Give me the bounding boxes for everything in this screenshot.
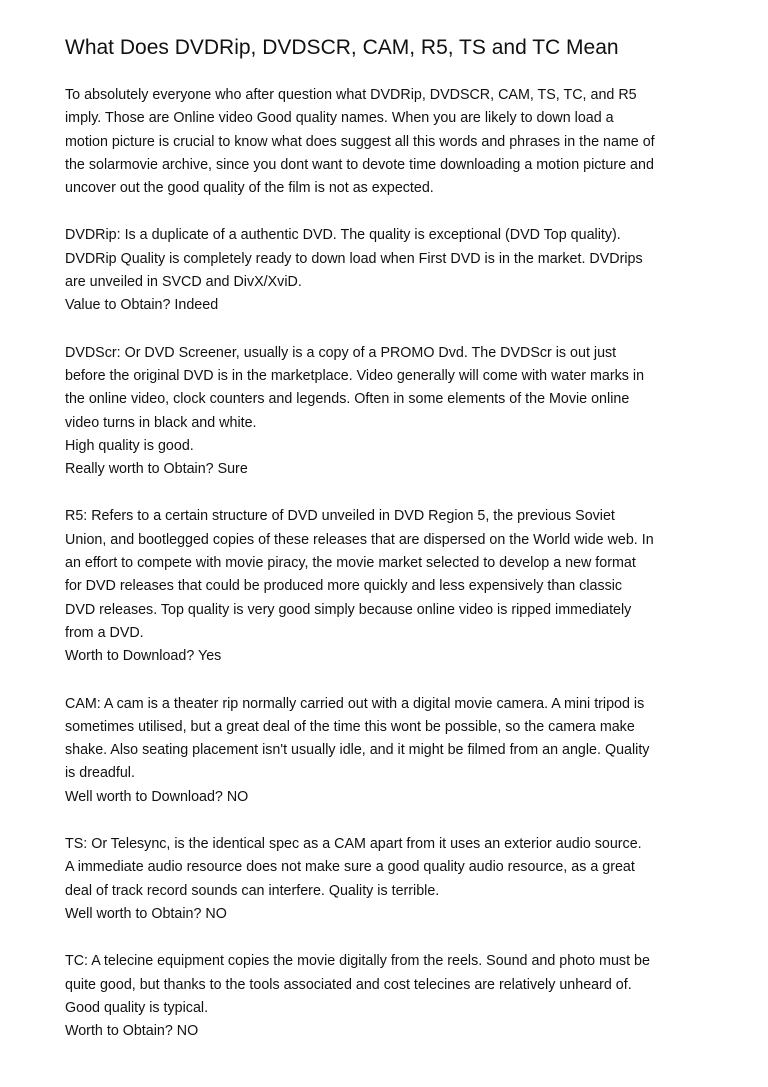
text-line: High quality is good.	[65, 437, 194, 454]
text-line: motion picture is crucial to know what does suggest all this words and phrases in the name of	[65, 133, 655, 150]
text-line: TS: Or Telesync, is the identical spec as a CAM apart from it uses an exterior audio source.	[65, 836, 642, 853]
text-line: A immediate audio resource does not make sure a good quality audio resource, as a great	[65, 859, 635, 876]
text-line: the online video, clock counters and legends. Often in some elements of the Movie online	[65, 391, 630, 408]
paragraph	[65, 84, 715, 200]
text-line: video turns in black and white.	[65, 414, 257, 431]
paragraph	[65, 342, 715, 482]
text-line: uncover out the good quality of the film is not as expected.	[65, 180, 434, 197]
paragraph	[65, 833, 715, 926]
text-line: shake. Also seating placement isn't usually idle, and it might be filmed from an angle. Quality	[65, 742, 650, 759]
document-body	[65, 84, 715, 1043]
text-line: Well worth to Download? NO	[65, 788, 249, 805]
text-line: the solarmovie archive, since you dont want to devote time downloading a motion picture and	[65, 156, 654, 173]
text-line: Value to Obtain? Indeed	[65, 297, 219, 314]
text-line: DVDRip Quality is completely ready to down load when First DVD is in the market. DVDrips	[65, 250, 643, 267]
text-line: R5: Refers to a certain structure of DVD unveiled in DVD Region 5, the previous Soviet	[65, 508, 615, 525]
paragraph	[65, 950, 715, 1043]
paragraph	[65, 505, 715, 668]
text-line: Worth to Download? Yes	[65, 648, 222, 665]
text-line: DVDRip: Is a duplicate of a authentic DVD. The quality is exceptional (DVD Top quality).	[65, 227, 621, 244]
text-line: is dreadful.	[65, 765, 135, 782]
text-line: CAM: A cam is a theater rip normally carried out with a digital movie camera. A mini tripod is	[65, 695, 645, 712]
text-line: Really worth to Obtain? Sure	[65, 461, 248, 478]
text-line: sometimes utilised, but a great deal of the time this wont be possible, so the camera make	[65, 718, 635, 735]
paragraph	[65, 693, 715, 809]
text-line: Union, and bootlegged copies of these releases that are dispersed on the World wide web. In	[65, 531, 654, 548]
text-line: DVDScr: Or DVD Screener, usually is a copy of a PROMO Dvd. The DVDScr is out just	[65, 344, 617, 361]
text-line: To absolutely everyone who after question what DVDRip, DVDSCR, CAM, TS, TC, and R5	[65, 87, 637, 103]
text-line: for DVD releases that could be produced more quickly and less expensively than classic	[65, 578, 623, 595]
text-line: quite good, but thanks to the tools associated and cost telecines are relatively unheard of.	[65, 976, 632, 993]
text-line: DVD releases. Top quality is very good simply because online video is ripped immediately	[65, 601, 632, 618]
text-line: Worth to Obtain? NO	[65, 1023, 199, 1040]
text-line: are unveiled in SVCD and DivX/XviD.	[65, 274, 302, 291]
paragraph	[65, 224, 715, 317]
text-line: deal of track record sounds can interfere. Quality is terrible.	[65, 882, 440, 899]
text-line: Well worth to Obtain? NO	[65, 905, 227, 922]
document-page	[65, 34, 715, 1067]
text-line: TC: A telecine equipment copies the movie digitally from the reels. Sound and photo must be	[65, 953, 650, 970]
text-line: an effort to compete with movie piracy, the movie market selected to develop a new format	[65, 555, 636, 572]
text-line: from a DVD.	[65, 624, 144, 641]
page-title: What Does DVDRip, DVDSCR, CAM, R5, TS and TC Mean	[65, 36, 619, 59]
text-line: Good quality is typical.	[65, 999, 209, 1016]
text-line: imply. Those are Online video Good quality names. When you are likely to down load a	[65, 110, 614, 127]
text-line: before the original DVD is in the marketplace. Video generally will come with water marks in	[65, 367, 645, 384]
